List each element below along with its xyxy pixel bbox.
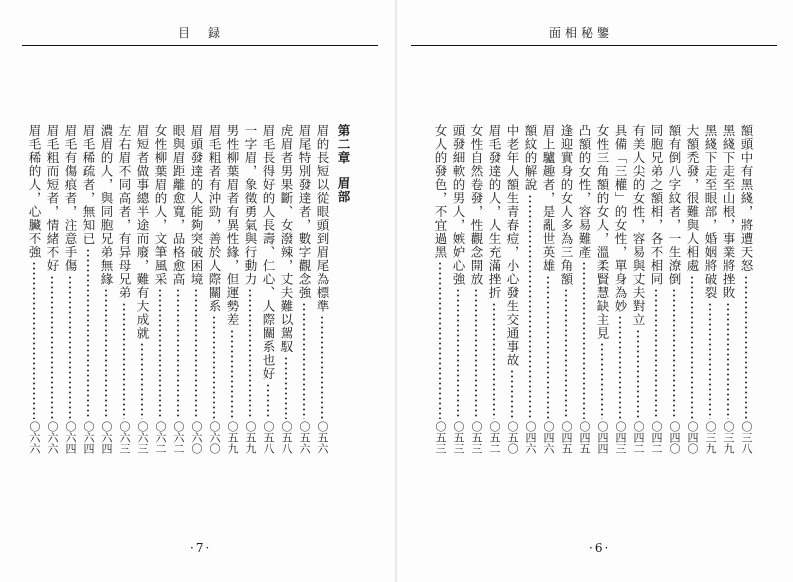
toc-entry-title: 眉毛發達的人，人生充滿挫折 bbox=[487, 124, 502, 300]
toc-entry-title: 眉的長短以從眼頭到眉尾為標準 bbox=[315, 124, 330, 313]
toc-entry[interactable] bbox=[630, 124, 646, 454]
left-page-number: ·7· bbox=[190, 541, 212, 555]
toc-entry[interactable] bbox=[648, 124, 664, 454]
toc-entry[interactable] bbox=[296, 124, 312, 454]
chapter-name: 眉部 bbox=[336, 176, 351, 204]
leader-dots bbox=[105, 288, 107, 419]
right-running-header: 面相秘鑒 bbox=[549, 26, 614, 40]
toc-entry-page: 〇六四 bbox=[64, 421, 77, 454]
toc-entry[interactable] bbox=[98, 124, 114, 454]
toc-entry-page: 〇五二 bbox=[488, 421, 501, 454]
right-page-number: ·6· bbox=[589, 541, 611, 555]
toc-entry-page: 〇五六 bbox=[316, 421, 329, 454]
toc-entry-page: 〇六六 bbox=[46, 421, 59, 454]
toc-entry[interactable] bbox=[504, 124, 520, 454]
leader-dots bbox=[249, 288, 251, 419]
toc-entry-page: 〇五六 bbox=[298, 421, 311, 454]
toc-entry[interactable] bbox=[80, 124, 96, 454]
left-header-rule bbox=[22, 45, 378, 46]
toc-entry[interactable] bbox=[206, 124, 222, 454]
leader-dots bbox=[159, 288, 161, 419]
leader-dots bbox=[87, 248, 89, 420]
toc-entry-page: 〇四六 bbox=[524, 421, 537, 454]
toc-entry[interactable] bbox=[44, 124, 60, 454]
chapter-number: 第二章 bbox=[336, 124, 351, 165]
toc-entry-title: 額有倒八字紋者，一生潦倒 bbox=[667, 124, 682, 286]
leader-dots bbox=[619, 315, 621, 419]
leader-dots bbox=[321, 315, 323, 419]
toc-entry[interactable] bbox=[278, 124, 294, 454]
toc-entry[interactable] bbox=[188, 124, 204, 454]
leader-dots bbox=[601, 342, 603, 419]
leader-dots bbox=[177, 288, 179, 419]
toc-entry[interactable] bbox=[594, 124, 610, 454]
leader-dots bbox=[637, 329, 639, 420]
leader-dots bbox=[69, 275, 71, 420]
toc-entry[interactable] bbox=[522, 124, 538, 454]
toc-entry-title: 眉上驢趣者，是亂世英雄 bbox=[541, 124, 556, 273]
toc-entry-title: 眉毛粗而短者，情緒不好 bbox=[45, 124, 60, 273]
toc-entry-page: 〇五九 bbox=[226, 421, 239, 454]
toc-entry-page: 〇五三 bbox=[434, 421, 447, 454]
toc-entry-page: 〇五三 bbox=[470, 421, 483, 454]
toc-entry-title: 女性三角額的女人，溫柔賢慧缺主見 bbox=[595, 124, 610, 340]
toc-entry-page: 〇四二 bbox=[650, 421, 663, 454]
toc-entry-title: 中老年人額生青春痘，小心發生交通事故 bbox=[505, 124, 520, 367]
leader-dots bbox=[51, 275, 53, 420]
toc-entry[interactable] bbox=[468, 124, 484, 454]
toc-entry[interactable] bbox=[432, 124, 448, 454]
toc-entry-title: 眉尾特別發達者，數字觀念強 bbox=[297, 124, 312, 300]
left-page bbox=[0, 0, 396, 582]
toc-entry[interactable] bbox=[314, 124, 330, 454]
leader-dots bbox=[141, 342, 143, 419]
toc-entry-page: 〇五九 bbox=[244, 421, 257, 454]
toc-entry[interactable] bbox=[152, 124, 168, 454]
leader-dots bbox=[655, 288, 657, 419]
toc-entry[interactable] bbox=[242, 124, 258, 454]
leader-dots bbox=[303, 302, 305, 420]
toc-entry-title: 凸額的女性，容易難產 bbox=[577, 124, 592, 259]
toc-entry-page: 〇六〇 bbox=[208, 421, 221, 454]
toc-entry-title: 眉毛有傷痕者，注意手傷 bbox=[63, 124, 78, 273]
toc-entry-title: 逢迎實身的女人多為三角額 bbox=[559, 124, 574, 286]
toc-entry-title: 黑綫下走至山根，事業將挫敗 bbox=[721, 124, 736, 300]
right-page bbox=[397, 0, 793, 582]
leader-dots bbox=[511, 369, 513, 419]
toc-entry-title: 有美人尖的女性，容易與丈夫對立 bbox=[631, 124, 646, 327]
toc-entry-title: 眼與眉距離愈寬，品格愈高 bbox=[171, 124, 186, 286]
leader-dots bbox=[691, 275, 693, 420]
toc-entry-page: 〇六二 bbox=[154, 421, 167, 454]
toc-entry-title: 女人的發色，不宜過黑 bbox=[433, 124, 448, 259]
leader-dots bbox=[565, 288, 567, 419]
leader-dots bbox=[727, 302, 729, 420]
right-header-rule bbox=[411, 45, 777, 46]
leader-dots bbox=[457, 288, 459, 419]
toc-entry-title: 大額禿發，很難與人相處 bbox=[685, 124, 700, 273]
toc-entry-title: 額紋的解說 bbox=[523, 124, 538, 192]
leader-dots bbox=[231, 329, 233, 420]
toc-entry-title: 男性柳葉眉者有異性緣，但運勢差 bbox=[225, 124, 240, 327]
leader-dots bbox=[547, 275, 549, 420]
toc-entry-page: 〇四六 bbox=[542, 421, 555, 454]
leader-dots bbox=[123, 302, 125, 420]
toc-entry-page: 〇四三 bbox=[614, 421, 627, 454]
toc-entry-title: 眉毛粗者有沖勁，善於人際關系 bbox=[207, 124, 222, 313]
toc-entry-page: 〇六〇 bbox=[190, 421, 203, 454]
toc-entry-title: 女性自然卷發，性觀念開放 bbox=[469, 124, 484, 286]
toc-entry-page: 〇四四 bbox=[596, 421, 609, 454]
leader-dots bbox=[33, 261, 35, 419]
leader-dots bbox=[493, 302, 495, 420]
toc-entry-page: 〇五八 bbox=[262, 421, 275, 454]
leader-dots bbox=[583, 261, 585, 419]
toc-entry-page: 〇四〇 bbox=[668, 421, 681, 454]
leader-dots bbox=[267, 383, 269, 420]
toc-entry[interactable] bbox=[260, 124, 276, 454]
leader-dots bbox=[439, 261, 441, 419]
toc-entry[interactable] bbox=[612, 124, 628, 454]
toc-entry-title: 女性柳葉眉的人，文筆風采 bbox=[153, 124, 168, 286]
toc-entry-page: 〇五〇 bbox=[506, 421, 519, 454]
toc-entry[interactable] bbox=[738, 124, 754, 454]
toc-entry-page: 〇五三 bbox=[452, 421, 465, 454]
toc-entry[interactable] bbox=[170, 124, 186, 454]
left-running-header: 目録 bbox=[178, 26, 239, 40]
leader-dots bbox=[673, 288, 675, 419]
toc-entry-page: 〇六六 bbox=[28, 421, 41, 454]
toc-entry[interactable] bbox=[666, 124, 682, 454]
toc-entry-title: 眉短者做事總半途而廢，難有大成就 bbox=[135, 124, 150, 340]
toc-entry-title: 濃眉的人，與同胞兄弟無緣 bbox=[99, 124, 114, 286]
toc-entry-title: 眉毛長得好的人長壽、仁心、人際關系也好 bbox=[261, 124, 276, 381]
leader-dots bbox=[709, 302, 711, 420]
toc-entry-page: 〇六三 bbox=[118, 421, 131, 454]
toc-entry[interactable] bbox=[558, 124, 574, 454]
toc-entry-page: 〇六四 bbox=[100, 421, 113, 454]
toc-entry-page: 〇三八 bbox=[740, 421, 753, 454]
toc-entry[interactable] bbox=[62, 124, 78, 454]
toc-entry[interactable] bbox=[720, 124, 736, 454]
toc-entry[interactable] bbox=[702, 124, 718, 454]
toc-entry-page: 〇四〇 bbox=[686, 421, 699, 454]
toc-entry-page: 〇五八 bbox=[280, 421, 293, 454]
leader-dots bbox=[213, 315, 215, 419]
toc-entry-title: 具備「三權」的女性，單身為妙 bbox=[613, 124, 628, 313]
toc-entry-title: 眉毛稀疏者，無知已 bbox=[81, 124, 96, 246]
toc-entry-title: 額頭中有黑綫，將遭天怒 bbox=[739, 124, 754, 273]
toc-entry[interactable] bbox=[116, 124, 132, 454]
toc-entry-title: 眉毛稀的人，心臟不強 bbox=[27, 124, 42, 259]
toc-entry-title: 一字眉，象徵勇氣與行動力 bbox=[243, 124, 258, 286]
toc-entry-title: 頭發細軟的男人，嫉妒心強 bbox=[451, 124, 466, 286]
toc-entry-page: 〇六四 bbox=[82, 421, 95, 454]
toc-entry-page: 〇六二 bbox=[172, 421, 185, 454]
toc-entry-title: 虎眉者男果斷、女潑辣，丈夫難以駕馭 bbox=[279, 124, 294, 354]
toc-entry-page: 〇四二 bbox=[632, 421, 645, 454]
toc-entry[interactable] bbox=[450, 124, 466, 454]
toc-entry[interactable] bbox=[26, 124, 42, 454]
toc-entry-page: 〇四五 bbox=[560, 421, 573, 454]
toc-entry[interactable] bbox=[134, 124, 150, 454]
leader-dots bbox=[475, 288, 477, 419]
leader-dots bbox=[745, 275, 747, 420]
toc-entry-page: 〇六三 bbox=[136, 421, 149, 454]
leader-dots bbox=[285, 356, 287, 420]
toc-entry-title: 同胞兄弟之額相，各不相同 bbox=[649, 124, 664, 286]
toc-entry-title: 左右眉不同高者，有异母兄弟 bbox=[117, 124, 132, 300]
toc-entry-page: 〇三九 bbox=[722, 421, 735, 454]
toc-entry-page: 〇三九 bbox=[704, 421, 717, 454]
leader-dots bbox=[195, 288, 197, 419]
toc-entry[interactable] bbox=[576, 124, 592, 454]
toc-entry[interactable] bbox=[224, 124, 240, 454]
toc-entry-title: 黑綫下走至眼部，婚姻將破裂 bbox=[703, 124, 718, 300]
toc-entry-page: 〇四五 bbox=[578, 421, 591, 454]
toc-entry[interactable] bbox=[684, 124, 700, 454]
toc-entry-title: 眉頭發達的人能夠突破困境 bbox=[189, 124, 204, 286]
toc-entry[interactable] bbox=[540, 124, 556, 454]
leader-dots bbox=[529, 194, 531, 420]
chapter-heading bbox=[336, 124, 352, 204]
toc-entry[interactable] bbox=[486, 124, 502, 454]
